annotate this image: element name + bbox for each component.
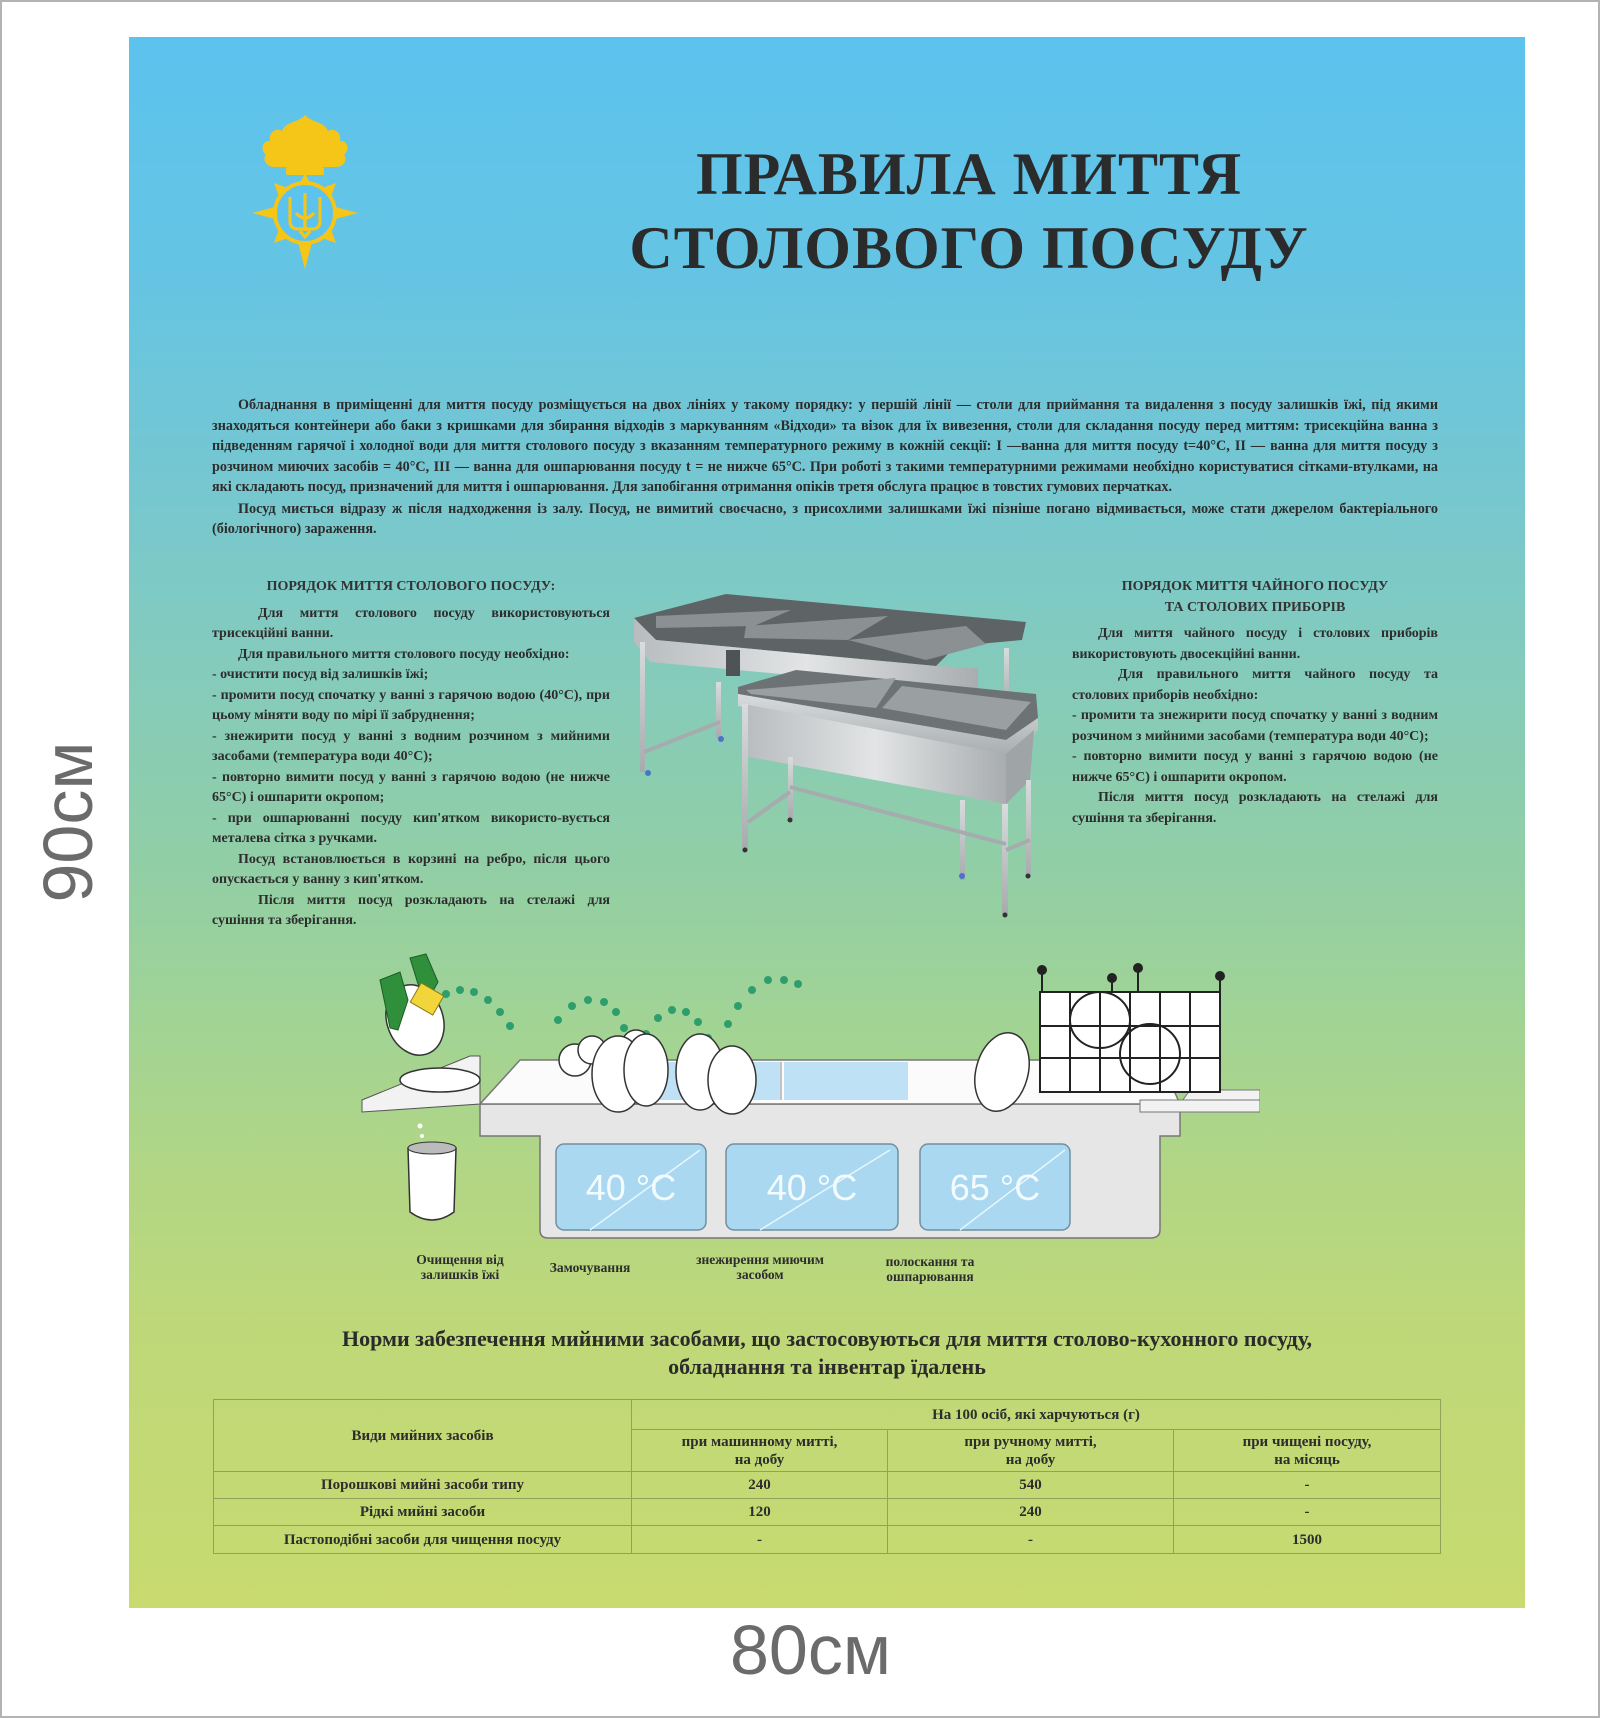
row-name: Порошкові мийні засоби типу <box>214 1472 632 1499</box>
stage-label-line: залишків їжі <box>420 1267 500 1282</box>
section-heading <box>1072 577 1438 618</box>
norms-table-title <box>189 1325 1465 1381</box>
header-detergent-type: Види мийних засобів <box>214 1400 632 1472</box>
section-heading-line: ПОРЯДОК МИТТЯ ЧАЙНОГО ПОСУДУ <box>1121 579 1389 594</box>
section-list-item: - очистити посуд від залишків їжі; <box>212 667 429 682</box>
width-dimension-label: 80см <box>730 1611 891 1689</box>
tea-ware-washing-section <box>1072 577 1438 829</box>
stage-label-soaking <box>535 1260 645 1275</box>
section-paragraph: Після миття посуд розкладають на стелажі для сушіння та зберігання. <box>1072 790 1438 826</box>
header-line: при машинному митті, <box>681 1433 838 1450</box>
washing-stage-labels <box>360 1250 1260 1290</box>
table-row <box>214 1499 1441 1526</box>
section-list-item: - повторно вимити посуд у ванні з гарячою водою (не нижче 65°C) і ошпарити окропом; <box>212 769 610 805</box>
table-header-row <box>214 1400 1441 1430</box>
intro-paragraph: Обладнання в приміщенні для миття посуду розміщується на двох лініях у такому порядку: у першій лінії — столи для приймання та видалення з посуду залишків їжі, під якими знаходяться контейнери або баки з кришками для збирання відходів з маркуванням «Відходи» та візок для їх вивезення, столи для складання посуду перед миттям: трисекційна ванна з підведенням гарячої і холодної води для миття столового посуду з вказанням температурного режиму в кожній секції: I —ванна для миття посуду t=40°C, II — ванна для миття посуду з розчином миючих засобів = 40°C, III — ванна для ошпарювання посуду t = не нижче 65°C. При роботі з такими температурними режимами необхідно користуватися сітками-втулками, на які складають посуд, призначений для миття і ошпарювання. Для запобігання отримання опіків третя обслуга працює в товстих гумових перчатках. <box>212 397 1438 495</box>
intro-text <box>212 395 1438 541</box>
stage-label-line: знежирення миючим <box>696 1252 824 1267</box>
table-row <box>214 1526 1441 1554</box>
section-paragraph: Для миття столового посуду використовуються трисекційні ванни. <box>212 605 610 641</box>
section-paragraph: Для правильного миття столового посуду необхідно: <box>238 646 570 662</box>
stage-label-line: ошпарювання <box>886 1269 974 1284</box>
row-name: Пастоподібні засоби для чищення посуду <box>214 1526 632 1554</box>
header-line: на добу <box>734 1451 785 1468</box>
section-paragraph: Після миття посуд розкладають на стелажі для сушіння та зберігання. <box>212 892 610 928</box>
page-title <box>469 137 1469 285</box>
norms-title-line: обладнання та інвентар їдалень <box>668 1354 986 1379</box>
poster <box>129 37 1525 1608</box>
header-machine-wash <box>632 1430 888 1472</box>
row-name: Рідкі мийні засоби <box>214 1499 632 1526</box>
section-list-item: - при ошпарюванні посуду кип'ятком використо-вується металева сітка з ручками. <box>212 810 610 846</box>
drying-rack-icon <box>1040 992 1220 1092</box>
stage-label-cleaning <box>400 1252 520 1282</box>
title-line-2: СТОЛОВОГО ПОСУДУ <box>629 215 1309 281</box>
section-heading-line: ТА СТОЛОВИХ ПРИБОРІВ <box>1164 599 1346 615</box>
header-hand-wash <box>888 1430 1174 1472</box>
header-line: на добу <box>1005 1451 1056 1468</box>
stainless-sinks-image <box>626 582 1046 922</box>
sink-temp-1: 40 °C <box>585 1167 677 1208</box>
cell-value: - <box>632 1526 888 1554</box>
header-line: при ручному митті, <box>964 1433 1097 1450</box>
section-list-item: - промити та знежирити посуд спочатку у ванні з водним розчином з мийними засобами (температура води 40°C); <box>1072 708 1438 744</box>
table-row <box>214 1472 1441 1499</box>
stage-label-rinsing <box>860 1254 1000 1284</box>
washing-process-illustration <box>360 950 1260 1250</box>
norms-title-line: Норми забезпечення мийними засобами, що застосовуються для миття столово-кухонного посуду, <box>341 1326 1313 1351</box>
section-paragraph: Посуд встановлюється в корзині на ребро, після цього опускається у ванну з кип'ятком. <box>212 851 610 887</box>
cell-value: - <box>1174 1472 1441 1499</box>
header-line: при чищені посуду, <box>1242 1433 1372 1450</box>
header-line: на місяць <box>1274 1451 1340 1468</box>
header-group: На 100 осіб, які харчуються (г) <box>632 1400 1441 1430</box>
stage-label-line: Очищення від <box>416 1252 504 1267</box>
section-list-item: - знежирити посуд у ванні з водним розчином з мийними засобами (температура води 40°C); <box>212 728 610 764</box>
sink-temp-2: 40 °C <box>766 1167 858 1208</box>
section-paragraph: Для правильного миття чайного посуду та столових приборів необхідно: <box>1072 667 1438 703</box>
cell-value: 240 <box>888 1499 1174 1526</box>
cell-value: 540 <box>888 1472 1174 1499</box>
intro-paragraph: Посуд миється відразу ж після надходження із залу. Посуд, не вимитий своєчасно, з присохлими залишками їжі пізніше погано відмивається, може стати джерелом бактеріального (біологічного) зараження. <box>212 500 1438 537</box>
stage-label-degreasing <box>680 1252 840 1282</box>
stage-label-line: полоскання та <box>885 1254 975 1269</box>
section-paragraph: Для миття чайного посуду і столових приборів використовують двосекційні ванни. <box>1072 626 1438 662</box>
cell-value: 120 <box>632 1499 888 1526</box>
sink-temp-3: 65 °C <box>949 1167 1041 1208</box>
tableware-washing-section <box>212 577 610 932</box>
section-list-item: - промити посуд спочатку у ванні з гарячою водою (40°C), при цьому міняти воду по мірі її забруднення; <box>212 687 610 723</box>
stage-label-line: засобом <box>736 1267 784 1282</box>
cell-value: 240 <box>632 1472 888 1499</box>
cell-value: 1500 <box>1174 1526 1441 1554</box>
height-dimension-label: 90см <box>29 741 107 903</box>
stage-label-line: Замочування <box>549 1260 631 1275</box>
title-line-1: ПРАВИЛА МИТТЯ <box>695 141 1243 207</box>
section-list-item: - повторно вимити посуд у ванні з гарячою водою (не нижче 65°C) і ошпарити окропом. <box>1072 749 1438 785</box>
national-guard-emblem-icon <box>246 113 364 271</box>
cell-value: - <box>1174 1499 1441 1526</box>
cell-value: - <box>888 1526 1174 1554</box>
header-cleaning <box>1174 1430 1441 1472</box>
section-heading: ПОРЯДОК МИТТЯ СТОЛОВОГО ПОСУДУ: <box>266 579 556 594</box>
detergent-norms-table <box>213 1399 1441 1554</box>
